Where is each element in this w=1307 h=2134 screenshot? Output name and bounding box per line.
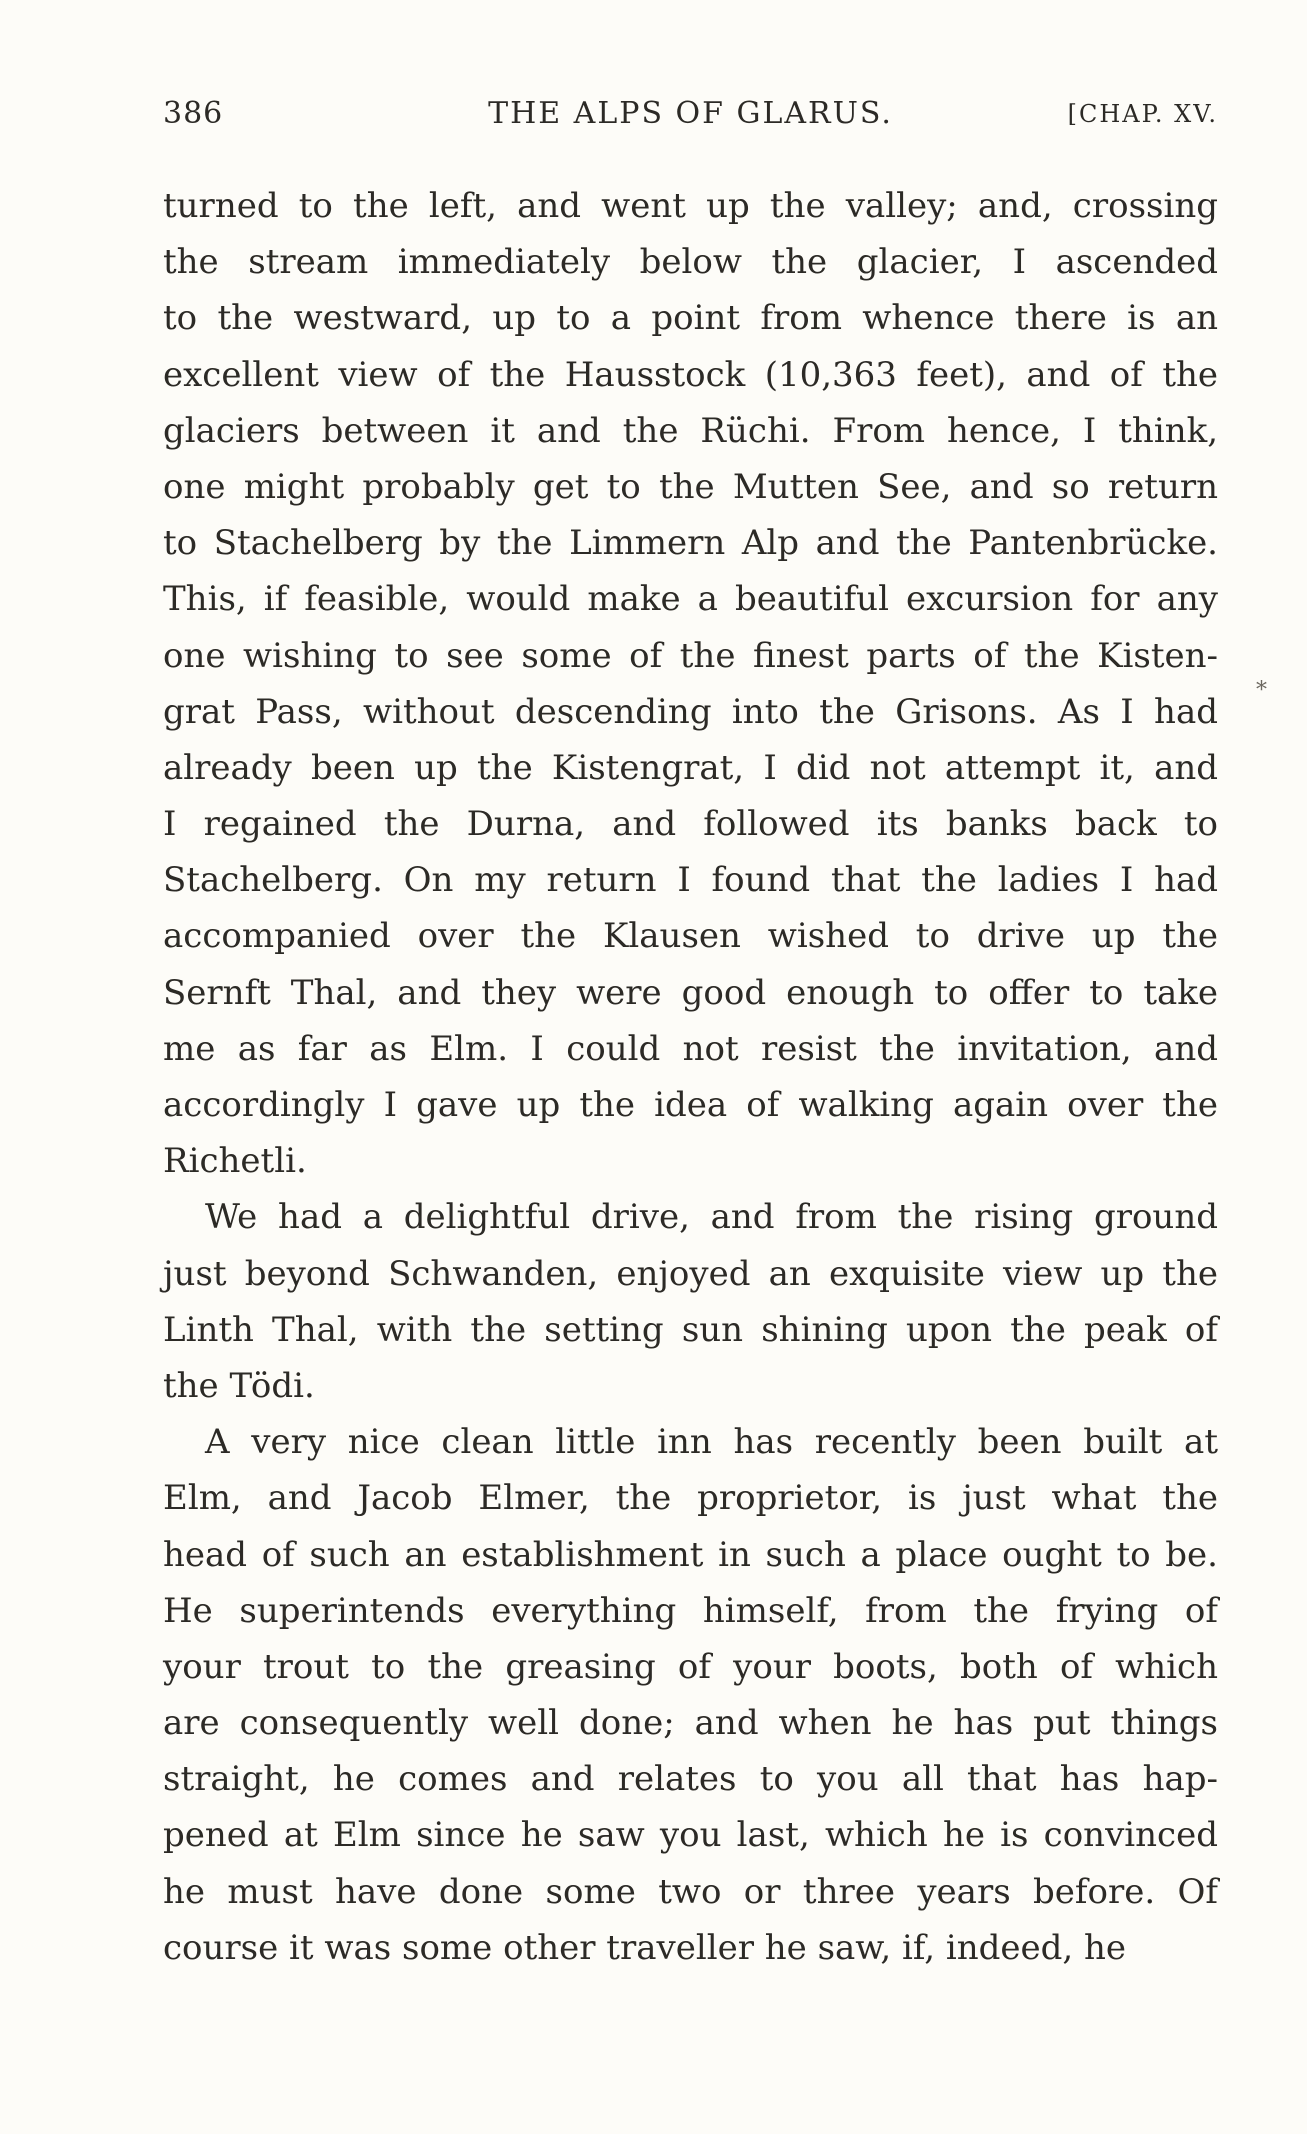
- page-number: 386: [163, 96, 224, 131]
- text-line: glaciers between it and the Rüchi. From hence, I think,: [163, 410, 1218, 451]
- margin-mark: *: [1256, 678, 1267, 703]
- text-line: accordingly I gave up the idea of walking again over the: [163, 1085, 1218, 1125]
- text-line: one might probably get to the Mutten See, and so return: [163, 466, 1218, 507]
- text-line: course it was some other traveller he saw, if, indeed, he: [163, 1927, 1127, 1968]
- text-line: are consequently well done; and when he has put things: [163, 1703, 1218, 1744]
- text-line: Stachelberg. On my return I found that the ladies I had: [163, 860, 1218, 901]
- running-head: [163, 96, 1218, 140]
- text-line: one wishing to see some of the finest parts of the Kisten-: [163, 635, 1218, 676]
- text-line: to Stachelberg by the Limmern Alp and the Pantenbrücke.: [163, 523, 1218, 564]
- text-line: Sernft Thal, and they were good enough to offer to take: [163, 972, 1218, 1013]
- text-line: the stream immediately below the glacier, I ascended: [163, 242, 1218, 283]
- text-line: excellent view of the Hausstock (10,363 feet), and of the: [163, 354, 1218, 395]
- chapter-reference: [CHAP. XV.: [1067, 100, 1218, 128]
- text-line: your trout to the greasing of your boots, both of which: [163, 1646, 1218, 1687]
- text-line: I regained the Durna, and followed its banks back to: [163, 804, 1218, 845]
- text-line: Linth Thal, with the setting sun shining upon the peak of: [163, 1309, 1218, 1350]
- paragraph: [163, 1189, 1218, 1414]
- text-line: head of such an establishment in such a place ought to be.: [163, 1534, 1218, 1575]
- text-line: grat Pass, without descending into the Grisons. As I had: [163, 691, 1218, 732]
- text-line: he must have done some two or three years before. Of: [163, 1871, 1218, 1912]
- text-line: the Tödi.: [163, 1365, 315, 1406]
- paragraph: [163, 178, 1218, 1189]
- text-line: just beyond Schwanden, enjoyed an exquisite view up the: [163, 1253, 1218, 1294]
- paragraph: [163, 1414, 1218, 1976]
- text-line: turned to the left, and went up the valley; and, crossing: [163, 186, 1218, 226]
- text-line: He superintends everything himself, from the frying of: [163, 1590, 1218, 1631]
- text-line: Elm, and Jacob Elmer, the proprietor, is just what the: [163, 1478, 1218, 1519]
- text-line: already been up the Kistengrat, I did not attempt it, and: [163, 747, 1218, 788]
- text-line: pened at Elm since he saw you last, which he is convinced: [163, 1815, 1218, 1856]
- text-line: accompanied over the Klausen wished to drive up the: [163, 916, 1218, 957]
- book-title: THE ALPS OF GLARUS.: [488, 96, 893, 131]
- text-line: A very nice clean little inn has recently been built at: [205, 1422, 1218, 1463]
- text-line: me as far as Elm. I could not resist the invitation, and: [163, 1028, 1218, 1069]
- text-line: We had a delightful drive, and from the rising ground: [205, 1197, 1218, 1238]
- text-line: Richetli.: [163, 1141, 307, 1182]
- body-text: [163, 178, 1218, 1976]
- text-line: straight, he comes and relates to you all that has hap-: [163, 1759, 1218, 1800]
- text-line: to the westward, up to a point from whence there is an: [163, 298, 1218, 339]
- text-line: This, if feasible, would make a beautiful excursion for any: [163, 579, 1218, 620]
